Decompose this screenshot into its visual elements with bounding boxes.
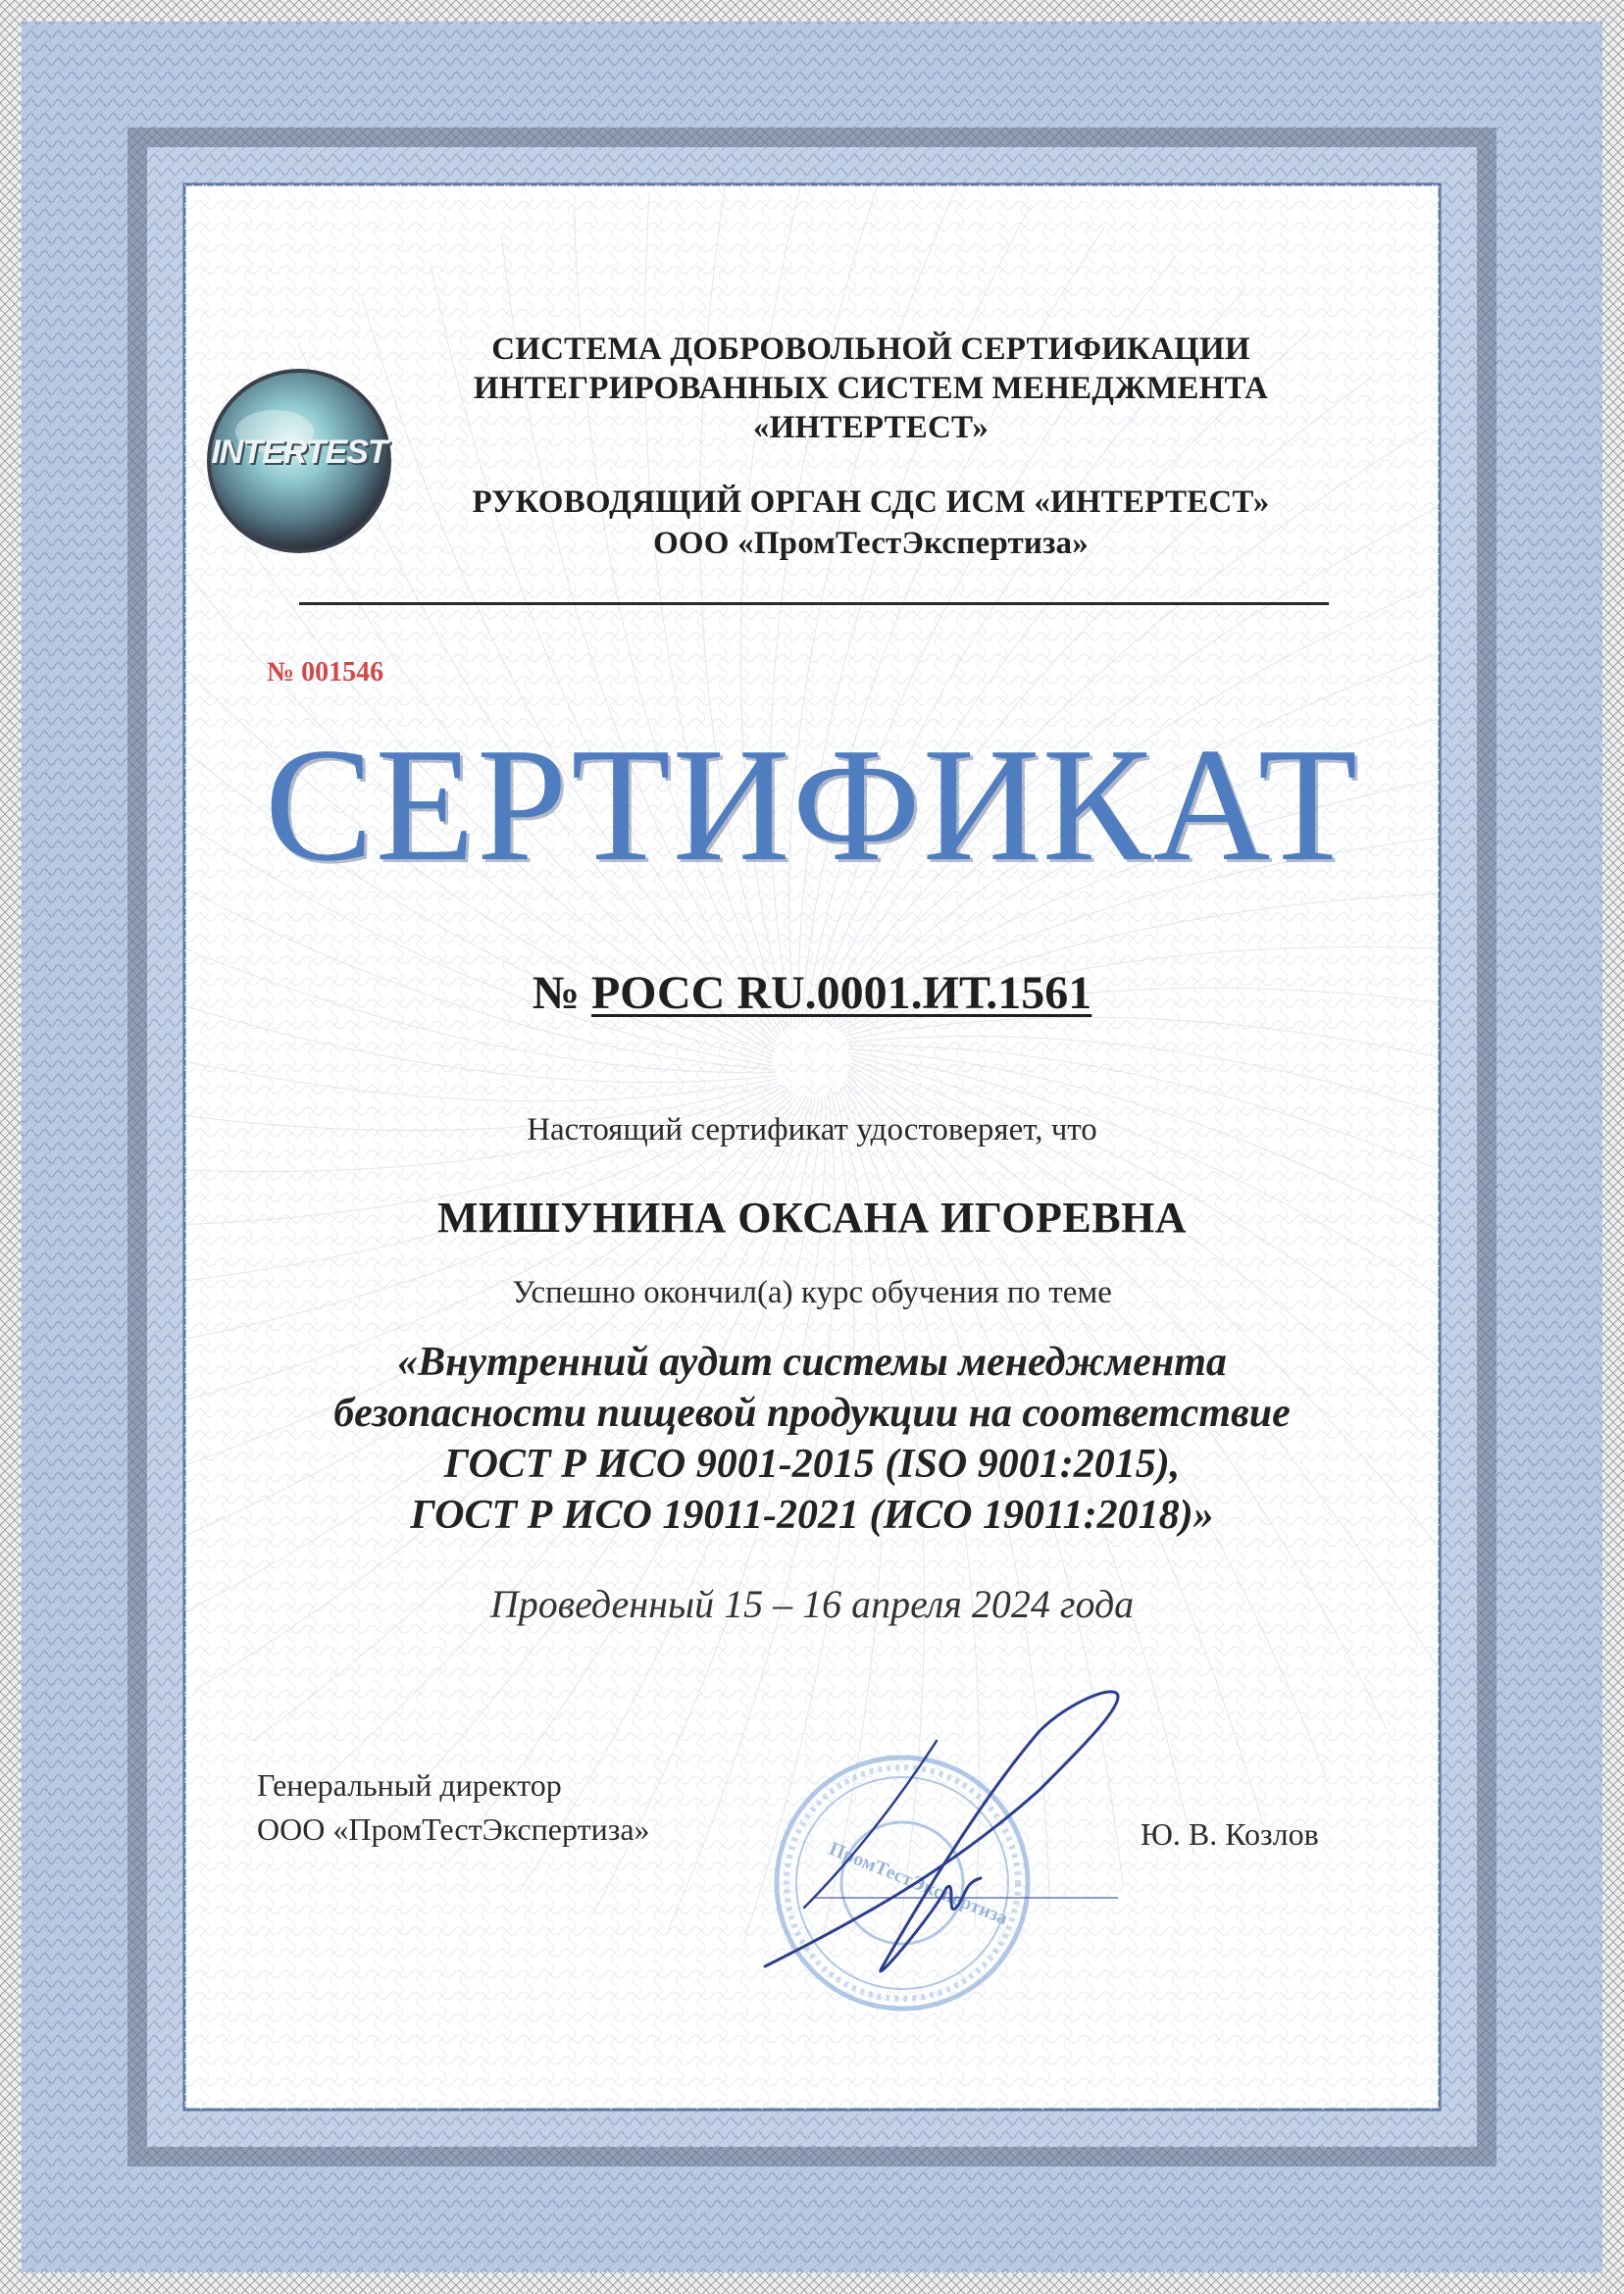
- registration-prefix: №: [532, 967, 592, 1019]
- course-line-3: ГОСТ Р ИСО 9001-2015 (ISO 9001:2015),: [443, 1442, 1181, 1487]
- course-line-2: безопасности пищевой продукции на соответствие: [333, 1391, 1291, 1436]
- signatory-name: Ю. В. Козлов: [1141, 1816, 1319, 1852]
- statement-text: Настоящий сертификат удостоверяет, что: [527, 1112, 1097, 1147]
- signature: [745, 1672, 1167, 1996]
- held-dates: Проведенный 15 – 16 апреля 2024 года: [489, 1582, 1135, 1626]
- signatory-position: Генеральный директор: [257, 1767, 562, 1803]
- recipient-name: МИШУНИНА ОКСАНА ИГОРЕВНА: [436, 1194, 1188, 1242]
- signatory-company: ООО «ПромТестЭкспертиза»: [257, 1811, 650, 1847]
- header-line-3: «ИНТЕРТЕСТ»: [752, 410, 990, 445]
- course-line-1: «Внутренний аудит системы менеджмента: [397, 1340, 1227, 1385]
- seal-text: ПромТестЭкспертиза: [826, 1837, 1011, 1930]
- serial-number: № 001546: [267, 657, 384, 688]
- completed-text: Успешно окончил(а) курс обучения по теме: [512, 1275, 1112, 1310]
- course-line-4: ГОСТ Р ИСО 19011-2021 (ИСО 19011:2018)»: [410, 1493, 1214, 1538]
- registration-code: РОСС RU.0001.ИТ.1561: [591, 967, 1092, 1019]
- certificate-title: СЕРТИФИКАТ: [264, 714, 1360, 894]
- course-title: [224, 1337, 1400, 1541]
- registration-number: [224, 966, 1400, 1020]
- header-divider: [299, 602, 1329, 605]
- intertest-logo: [201, 363, 397, 559]
- header-line-4: РУКОВОДЯЩИЙ ОРГАН СДС ИСМ «ИНТЕРТЕСТ»: [472, 484, 1270, 520]
- header-line-5: ООО «ПромТестЭкспертиза»: [653, 526, 1089, 561]
- logo-text: INTERTEST: [211, 433, 387, 471]
- header-line-1: СИСТЕМА ДОБРОВОЛЬНОЙ СЕРТИФИКАЦИИ: [491, 331, 1250, 367]
- header-line-2: ИНТЕГРИРОВАННЫХ СИСТЕМ МЕНЕДЖМЕНТА: [473, 371, 1269, 406]
